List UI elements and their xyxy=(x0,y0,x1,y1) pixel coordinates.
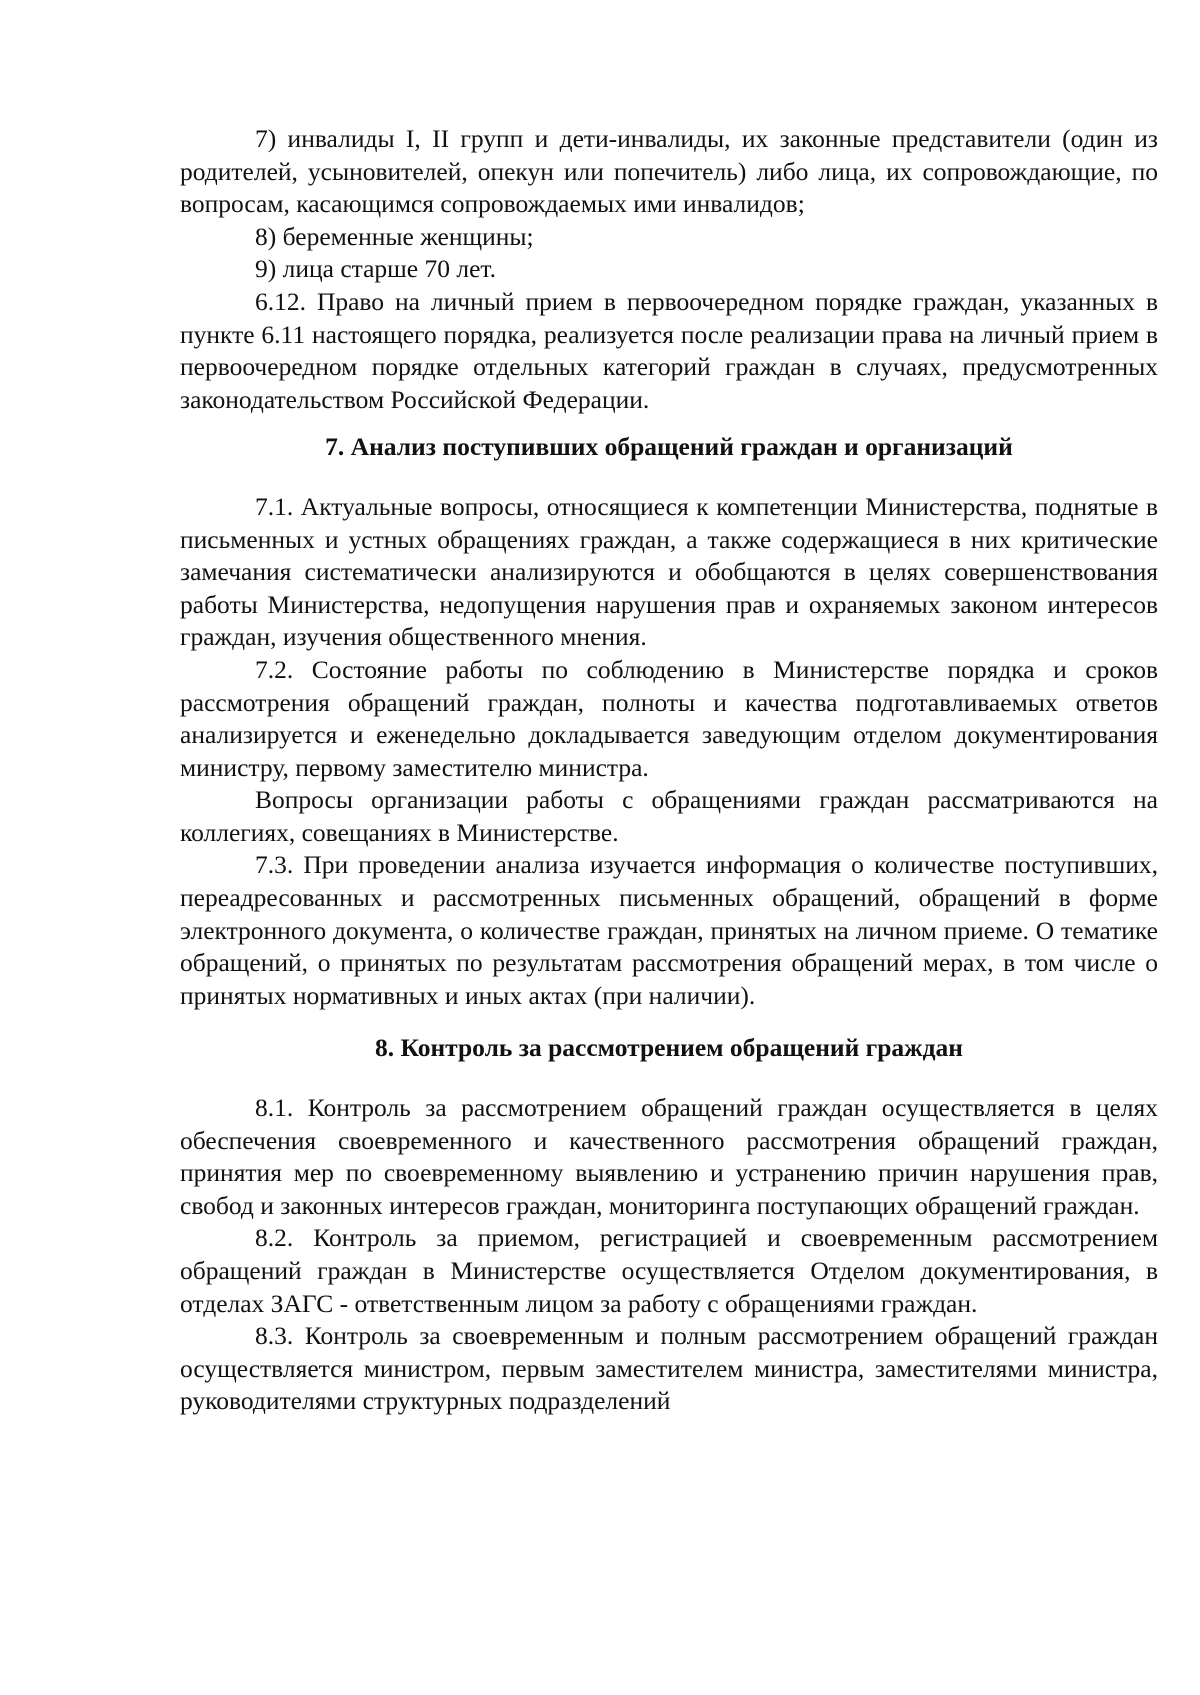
list-item-8: 8) беременные женщины; xyxy=(255,221,534,251)
paragraph-8-1: 8.1. Контроль за рассмотрением обращений граждан осуществляется в целях обеспечения своевременного и качественного рассмотрения обращений граждан, принятия мер по своевременному выявлению и устранению причин нарушения прав, свобод и законных интересов граждан, мониторинга поступающих обращений граждан. xyxy=(180,1093,1158,1220)
section-7-heading: 7. Анализ поступивших обращений граждан и организаций xyxy=(325,432,1013,462)
paragraph-7-1: 7.1. Актуальные вопросы, относящиеся к компетенции Министерства, поднятые в письменных и устных обращениях граждан, а также содержащиеся в них критические замечания систематически анализируются и обобщаются в целях совершенствования работы Министерства, недопущения нарушения прав и охраняемых законом интересов граждан, изучения общественного мнения. xyxy=(180,491,1158,652)
paragraph-8-2: 8.2. Контроль за приемом, регистрацией и своевременным рассмотрением обращений граждан в Министерстве осуществляется Отделом документирования, в отделах ЗАГС - ответственным лицом за работу с обращениями граждан. xyxy=(180,1223,1158,1318)
paragraph-8-3: 8.3. Контроль за своевременным и полным рассмотрением обращений граждан осуществляется министром, первым заместителем министра, заместителями министра, руководителями структурных подразделений xyxy=(180,1321,1158,1416)
paragraph-7-3: 7.3. При проведении анализа изучается информация о количестве поступивших, переадресованных и рассмотренных письменных обращений, обращений в форме электронного документа, о количестве граждан, принятых на личном приеме. О тематике обращений, о принятых по результатам рассмотрения обращений мерах, в том числе о принятых нормативных и иных актах (при наличии). xyxy=(180,850,1158,1010)
paragraph-7-2: 7.2. Состояние работы по соблюдению в Министерстве порядка и сроков рассмотрения обращений граждан, полноты и качества подготавливаемых ответов анализируется и еженедельно докладывается заведующим отделом документирования министру, первому заместителю министра. xyxy=(180,654,1158,782)
document-body xyxy=(180,123,1158,1418)
paragraph-6-12: 6.12. Право на личный прием в первоочередном порядке граждан, указанных в пункте 6.11 настоящего порядка, реализуется после реализации права на личный прием в первоочередном порядке отдельных категорий граждан в случаях, предусмотренных законодательством Российской Федерации. xyxy=(180,286,1158,414)
list-item-7: 7) инвалиды I, II групп и дети-инвалиды, их законные представители (один из родителей, усыновителей, опекун или попечитель) либо лица, их сопровождающие, по вопросам, касающимся сопровождаемых ими инвалидов; xyxy=(180,124,1158,219)
paragraph-7-2-continued: Вопросы организации работы с обращениями граждан рассматриваются на коллегиях, совещаниях в Министерстве. xyxy=(180,785,1158,847)
list-item-9: 9) лица старше 70 лет. xyxy=(255,254,497,284)
section-8-heading: 8. Контроль за рассмотрением обращений граждан xyxy=(374,1033,963,1063)
